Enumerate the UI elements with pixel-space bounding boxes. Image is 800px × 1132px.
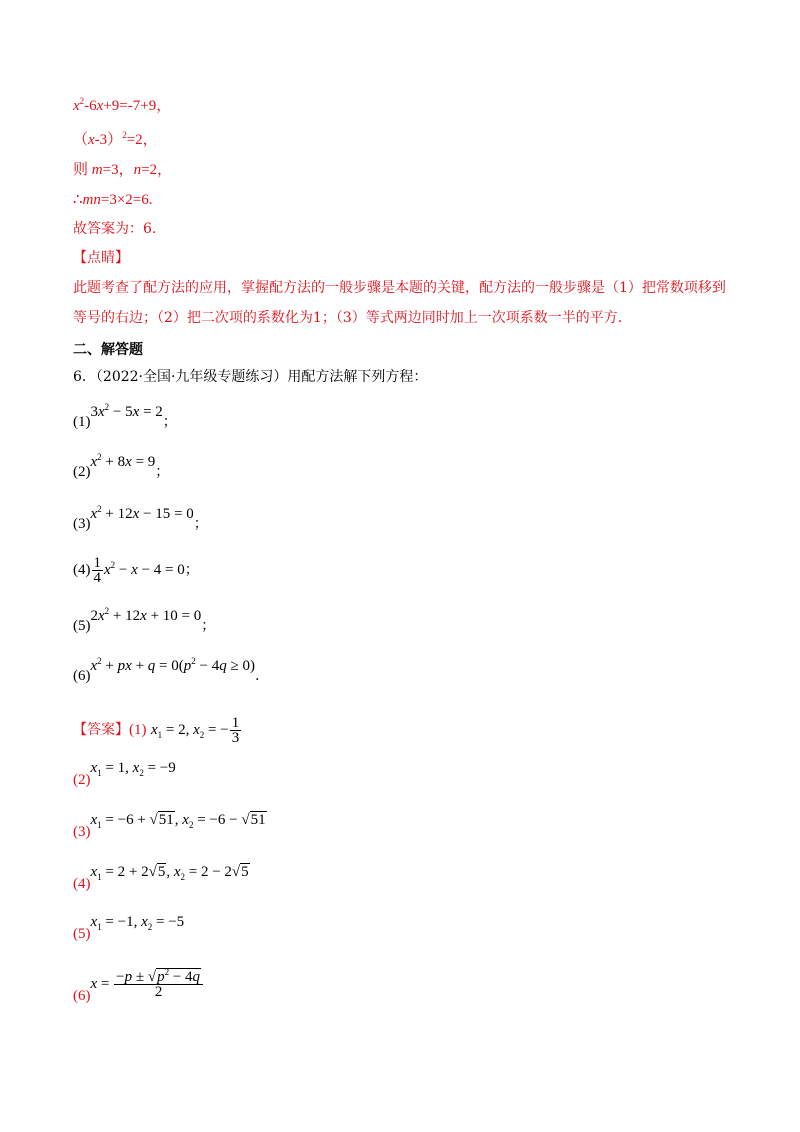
answer-1: 【答案】(1) $x_1 = 2$, $x_2$ = − $\frac{1}{3}$ [73,715,240,746]
fraction-one-quarter: $\frac{1}{4}$ [93,555,101,586]
answer-2: $(2)x_1 = 1$, $x_2 = -9$ [73,760,176,788]
answer-heading: 【答案】 [73,721,129,738]
comment-heading: 【点睛】 [73,250,129,266]
problem-6: $(6)x^2$ + px + $q = 0(p^2 - 4q \ge 0)$. [73,656,260,684]
answer-3: $(3)x_1 = -6 + √51$, $x_2 = -6 - √51$ [73,812,266,840]
problem-1: $(1)3x^2 - 5x = 2$； [73,402,177,430]
problem-5: $(5)2x^2 + 12x + 10 = 0$； [73,606,216,634]
answer-4: $(4)x_1 = 2 + 2√5$, $x_2 = 2 - 2√5$ [73,864,249,892]
problem-3: $(3)x^2 + 12x - 15 = 0$； [73,504,208,532]
fraction-one-third: $\frac{1}{3}$ [231,715,240,746]
problem-2: $(2)x^2 + 8x = 9$； [73,452,170,480]
answer-5: $(5)x_1 = -1$, $x_2 = -5$ [73,914,185,942]
section-heading: 二、解答题 [73,342,143,358]
solution-step-4: ∴mn=3×2=6. [73,192,153,208]
answer-statement: 故答案为：6. [73,221,157,237]
problem-4: (4) $\frac{1}{4}$ $x^2 - x - 4 = 0$； [73,555,199,586]
fraction-quadratic-formula: $\frac{-p \pm √p^2 - 4q}{2}$ [114,970,203,999]
answer-6: (6)x = $\frac{-p \pm √p^2 - 4q}{2}$ [73,970,204,999]
solution-step-2: $(x-3)^2=2$， [73,130,158,148]
solution-step-1: $x^2-6x+9=-7+9$， [73,96,172,114]
question-text: 6．（2022·全国·九年级专题练习）用配方法解下列方程： [73,369,428,385]
comment-text: 此题考查了配方法的应用，掌握配方法的一般步骤是本题的关键，配方法的一般步骤是（1）把常数项移到等号的右边；（2）把二次项的系数化为1；（3）等式两边同时加上一次项系数一半的平方. [73,280,726,326]
solution-step-3: 则 m=3，n=2， [73,162,173,178]
